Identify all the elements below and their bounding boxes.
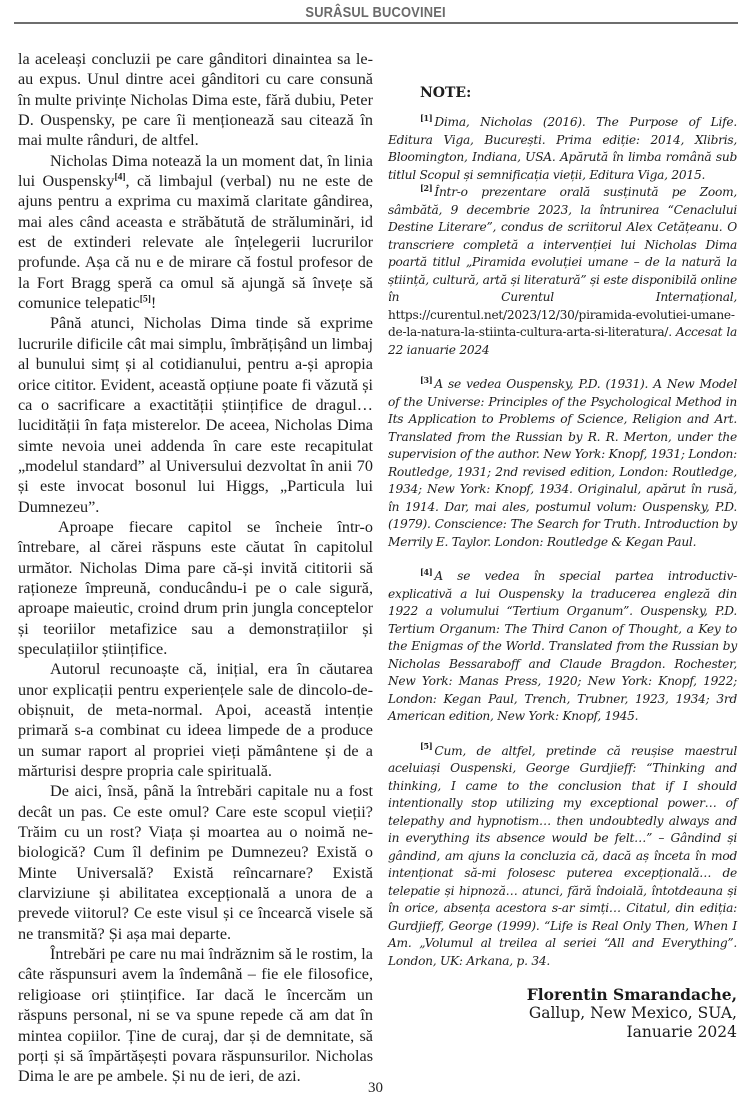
paragraph-text: ! — [150, 294, 157, 313]
footnote-4 — [388, 568, 737, 726]
magazine-title: SURÂSUL BUCOVINEI — [305, 4, 447, 21]
notes-heading: NOTE: — [420, 85, 472, 101]
article-body-column — [18, 49, 373, 1087]
article-paragraph: la aceleași concluzii pe care gânditori dinaintea sa le-au expus. Unul dintre acei gânditori cu care consună în multe privințe Nicholas Dima este, fără dubiu, Peter D. Ouspensky, pe care îi menționează sau citează în mai multe rânduri, de altfel. — [18, 50, 373, 150]
footnote-ref-5[interactable]: [5] — [139, 294, 151, 305]
paragraph-text: Nicholas Dima notează la un moment dat, în linia lui Ouspensky — [18, 151, 373, 191]
footnote-1 — [388, 114, 737, 184]
footnote-2 — [388, 184, 737, 359]
footnote-marker: [1] — [420, 112, 433, 123]
article-paragraph: Aproape fiecare capitol se încheie într-o întrebare, al cărei răspuns este căutat în capitolul următor. Nicholas Dima pare că-și invită cititorii să raționeze împreună, conducându-i pe o cale sigură, aproape maieutic, croind drum prin jungla conceptelor și teoriilor metafizice sau a demonstrațiilor și speculațiilor științifice. — [18, 517, 373, 658]
author-signature — [527, 985, 737, 1042]
author-name: Florentin Smarandache, — [526, 985, 737, 1004]
footnote-text: A se vedea în special partea introductiv-explicativă a lui Ouspensky la traducerea engleză din 1922 a volumului “Tertium Organum”. Ouspensky, P.D. Tertium Organum: The Third Canon of Thought, a Key to the Enigmas of the World. Translated from the Russian by Nicholas Bessaraboff and Claude Bragdon. Rochester, New York: Manas Press, 1920; New York: Knopf, 1922; London: Kegan Paul, Trench, Trubner, 1923, 1934; 3rd American edition, New York: Knopf, 1945. — [388, 569, 737, 723]
article-paragraph: Întrebări pe care nu mai îndrăznim să le rostim, la câte răspunsuri avem la îndemână – fie ele filosofice, religioase ori științifice. Iar dacă le încercăm un răspuns personal, ni se va spune repede că am dat în mintea copiilor. Ține de curaj, dar și de demnitate, să porți și să împărtășești povara răspunsurilor. Nicholas Dima le are pe ambele. Și nu de ieri, de azi. — [18, 945, 373, 1086]
footnote-marker: [4] — [420, 566, 433, 577]
footnote-3 — [388, 376, 737, 551]
footnote-5 — [388, 743, 737, 971]
footnote-marker: [5] — [420, 741, 433, 752]
footnote-text: Dima, Nicholas (2016). The Purpose of Life. Editura Viga, București. Prima ediție: 2014, Xlibris, Bloomington, Indiana, USA. Apărută în limba română sub titlul Scopul și semnificația vieții, Editura Viga, 2015. — [388, 115, 737, 182]
article-paragraph — [18, 151, 373, 314]
footnote-text: Cum, de altfel, pretinde că reușise maestrul aceluiași Ouspenski, George Gurdjieff: “Thinking and thinking, I came to the conclusion that if I should intentionally stop utilizing my exceptional power… of telepathy and hypnotism… then undoubtedly always and in everything its absence would be felt…” – Gândind și gândind, am ajuns la concluzia că, dacă aș înceta în mod intenționat să-mi folosesc puterea excepțională… de telepatie și hipnoză… atunci, fără îndoială, întotdeauna și în orice, absența acestora s-ar simți… Citatul, din ediția: Gurdjieff, George (1999). “Life is Real Only Then, When I Am. „Volumul al treilea al seriei “All and Everything”. London, UK: Arkana, p. 34. — [388, 743, 737, 968]
running-header — [14, 2, 738, 24]
footnote-text: Accesat la 22 ianuarie 2024 — [388, 325, 737, 357]
article-paragraph: Până atunci, Nicholas Dima tinde să exprime lucrurile dificile cât mai simplu, îmbrățișând un limbaj al bunului simț și al cotidianului, pentru a-și apropia orice cititor. Evident, această opțiune poate fi văzută și ca o sacrificare a exactității științifice de dragul… lucidității în fața misterelor. De aceea, Nicholas Dima simte nevoia unei addenda în care este recapitulat „modelul standard” al Universului dezvoltat în anii 70 și este invocat bosonul lui Higgs, „Particula lui Dumnezeu”. — [18, 314, 373, 516]
footnote-ref-4[interactable]: [4] — [114, 172, 126, 183]
footnote-marker: [3] — [420, 374, 433, 385]
author-place: Gallup, New Mexico, SUA, — [528, 1004, 737, 1022]
footnote-text: A se vedea Ouspensky, P.D. (1931). A New Model of the Universe: Principles of the Psychological Method in Its Application to Problems of Science, Religion and Art. Translated from the Russian by R. R. Merton, under the supervision of the author. New York: Knopf, 1931; London: Routledge, 1931; 2nd revised edition, London: Routledge, 1934; New York: Knopf, 1934. Originalul, apărut în rusă, în 1914. Dar, mai ales, postumul volum: Ouspensky, P.D. (1979). Conscience: The Search for Truth. Introduction by Merrily E. Taylor. London: Routledge & Kegan Paul. — [388, 377, 737, 549]
notes-column — [388, 84, 737, 970]
page-number: 30 — [368, 1080, 383, 1096]
footnote-link[interactable]: https://curentul.net/2023/12/30/piramida-evolutiei-umane-de-la-natura-la-stiinta-cultura-arta-si-literatura/. — [388, 307, 735, 339]
article-paragraph: De aici, însă, până la întrebări capitale nu a fost decât un pas. Ce este omul? Care este scopul vieții? Trăim cu un rost? Viața și moartea au o noimă ne-biologică? Cum îl definim pe Dumnezeu? Există o Minte Universală? Există reîncarnare? Există clarviziune și abilitatea excepțională a unora de a prevede viitorul? Ce este visul și ce încearcă visele să ne transmită? Și așa mai departe. — [18, 782, 373, 943]
paragraph-text: , că limbajul (verbal) nu ne este de ajuns pentru a exprima cu maximă claritate gândirea, mai ales când aceasta e străbătută de străluminări, id est de extinderi relevate ale înțelegerii lucrurilor profunde. Așa că nu e de mirare că fostul profesor de la Fort Bragg speră ca omul să ajungă să învețe să comunice telepatic — [18, 172, 373, 313]
footnote-marker: [2] — [420, 182, 433, 193]
author-date: Ianuarie 2024 — [626, 1023, 737, 1041]
footnote-text: Într-o prezentare orală susținută pe Zoom, sâmbătă, 9 decembrie 2023, la întrunirea “Cenaclului Destine Literare”, condus de scriitorul Alex Cetățeanu. O transcriere completă a intervenției lui Nicholas Dima poartă titlul „Piramida evoluției umane – de la natură la știință, cultură, artă și literatură” și este disponibilă online în Curentul Internațional, — [388, 185, 737, 304]
article-paragraph: Autorul recunoaște că, inițial, era în căutarea unor explicații pentru experiențele sale de dincolo-de-obișnuit, de meta-normal. Apoi, această intenție primară s-a combinat cu ideea limpede de a produce un sumar raport al propriei vieți pământene și de a mărturisi despre propria cale spirituală. — [18, 660, 373, 781]
